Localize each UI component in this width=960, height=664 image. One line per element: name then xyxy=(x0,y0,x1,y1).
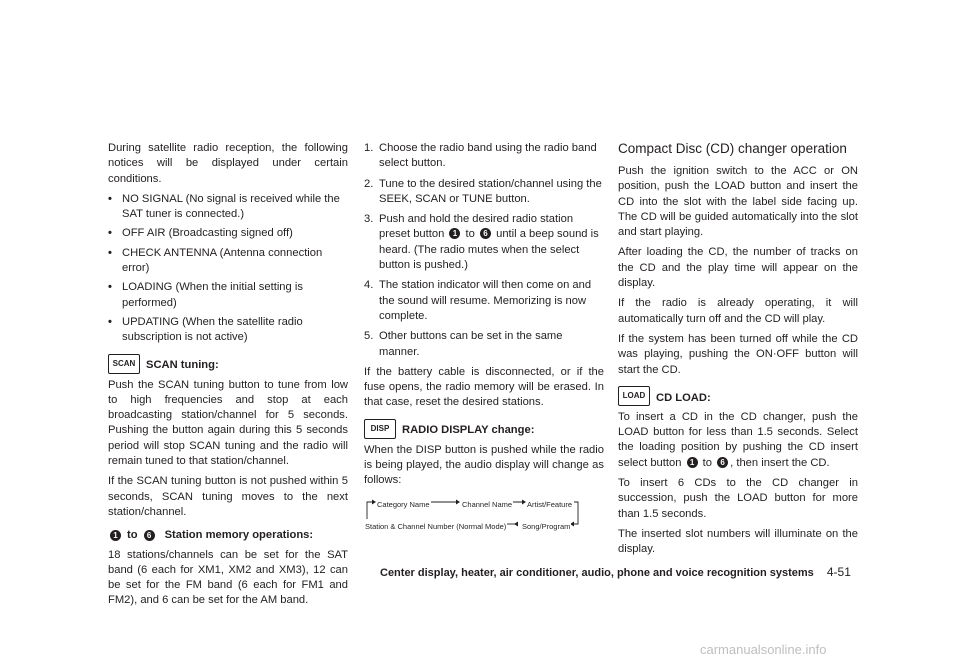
notice-item: • LOADING (When the initial setting is performed) xyxy=(108,281,303,309)
load-paragraph-1: To insert a CD in the CD changer, push the LOAD button for less than 1.5 seconds. Select the loading position by pushing the CD insert select button 1 to 6 , then insert the CD. xyxy=(618,410,858,469)
step-item: 2. Tune to the desired station/channel using the SEEK, SCAN or TUNE button. xyxy=(364,177,602,205)
memory-paragraph: 18 stations/channels can be set for the SAT band (6 each for XM1, XM2 and XM3), 12 can be set for the FM band (6 each for FM1 and FM2), and 6 can be set for the AM band. xyxy=(108,548,348,607)
scan-paragraph-2: If the SCAN tuning button is not pushed within 5 seconds, SCAN tuning moves to the next station/channel. xyxy=(108,475,348,518)
scan-section-heading: SCAN SCAN tuning: xyxy=(108,354,348,374)
flow-song: Song/Program xyxy=(521,519,571,534)
flow-category: Category Name xyxy=(376,497,431,512)
watermark: carmanualsonline.info xyxy=(700,642,827,657)
notice-item: • NO SIGNAL (No signal is received while the SAT tuner is connected.) xyxy=(108,192,340,221)
step-item: 1. Choose the radio band using the radio band select button. xyxy=(364,142,597,170)
notice-item: • OFF AIR (Broadcasting signed off) xyxy=(108,227,293,240)
intro-paragraph: During satellite radio reception, the following notices will be displayed under certain conditions. xyxy=(108,142,348,185)
disp-button-icon: DISP xyxy=(364,419,396,439)
column-left xyxy=(108,141,348,614)
cd-paragraph-4: If the system has been turned off while the CD was playing, pushing the ON·OFF button will start the CD. xyxy=(618,332,858,376)
step-item: 3. Push and hold the desired radio station preset button 1 to 6 until a beep sound is heard. (The radio mutes when the select button is pushed.) xyxy=(364,213,599,272)
flow-station: Station & Channel Number (Normal Mode) xyxy=(364,519,507,534)
preset-6-icon: 6 xyxy=(144,530,155,541)
cd-section-title: Compact Disc (CD) changer operation xyxy=(618,141,847,156)
load-paragraph-3: The inserted slot numbers will illuminate on the display. xyxy=(618,527,858,556)
notice-item: • UPDATING (When the satellite radio subscription is not active) xyxy=(108,315,303,344)
flow-channel: Channel Name xyxy=(461,497,513,512)
preset-1-icon: 1 xyxy=(449,228,460,239)
page-footer xyxy=(380,565,851,579)
cd-paragraph-1: Push the ignition switch to the ACC or ON position, push the LOAD button and insert the CD into the slot with the label side facing up. The CD will be guided automatically into the slot and start playing. xyxy=(618,165,858,239)
cd-paragraph-2: After loading the CD, the number of tracks on the CD and the play time will appear on the display. xyxy=(618,246,858,290)
notice-item: • CHECK ANTENNA (Antenna connection error) xyxy=(108,246,323,275)
load-button-icon: LOAD xyxy=(618,386,650,406)
scan-paragraph-1: Push the SCAN tuning button to tune from low to high frequencies and stop at each broadcasting station/channel for 5 seconds. Pushing the button again during this 5 seconds period will stop SCAN tuning and the radio will remain tuned to that station/channel. xyxy=(108,378,348,468)
battery-paragraph: If the battery cable is disconnected, or if the fuse opens, the radio memory will be erased. In that case, reset the desired stations. xyxy=(364,365,604,409)
preset-6-icon: 6 xyxy=(717,457,728,468)
footer-title: Center display, heater, air conditioner, audio, phone and voice recognition systems xyxy=(380,567,814,579)
scan-button-icon: SCAN xyxy=(108,354,140,374)
column-right xyxy=(618,141,858,563)
flow-artist: Artist/Feature xyxy=(526,497,573,512)
preset-1-icon: 1 xyxy=(687,457,698,468)
step-item: 4. The station indicator will then come on and the sound will resume. Memorizing is now complete. xyxy=(364,279,592,322)
preset-6-icon: 6 xyxy=(480,228,491,239)
step-item: 5. Other buttons can be set in the same manner. xyxy=(364,330,563,358)
display-flow-diagram xyxy=(364,494,579,532)
disp-paragraph: When the DISP button is pushed while the radio is being played, the audio display will change as follows: xyxy=(364,443,604,487)
cd-paragraph-3: If the radio is already operating, it will automatically turn off and the CD will play. xyxy=(618,297,858,325)
column-middle xyxy=(364,141,604,538)
page-number: 4-51 xyxy=(826,565,851,579)
load-paragraph-2: To insert 6 CDs to the CD changer in succession, push the LOAD button for more than 1.5 seconds. xyxy=(618,477,858,520)
memory-section-heading: 1 to 6 Station memory operations: xyxy=(108,528,348,543)
load-section-heading: LOAD CD LOAD: xyxy=(618,386,858,406)
disp-section-heading: DISP RADIO DISPLAY change: xyxy=(364,419,604,439)
preset-1-icon: 1 xyxy=(110,530,121,541)
